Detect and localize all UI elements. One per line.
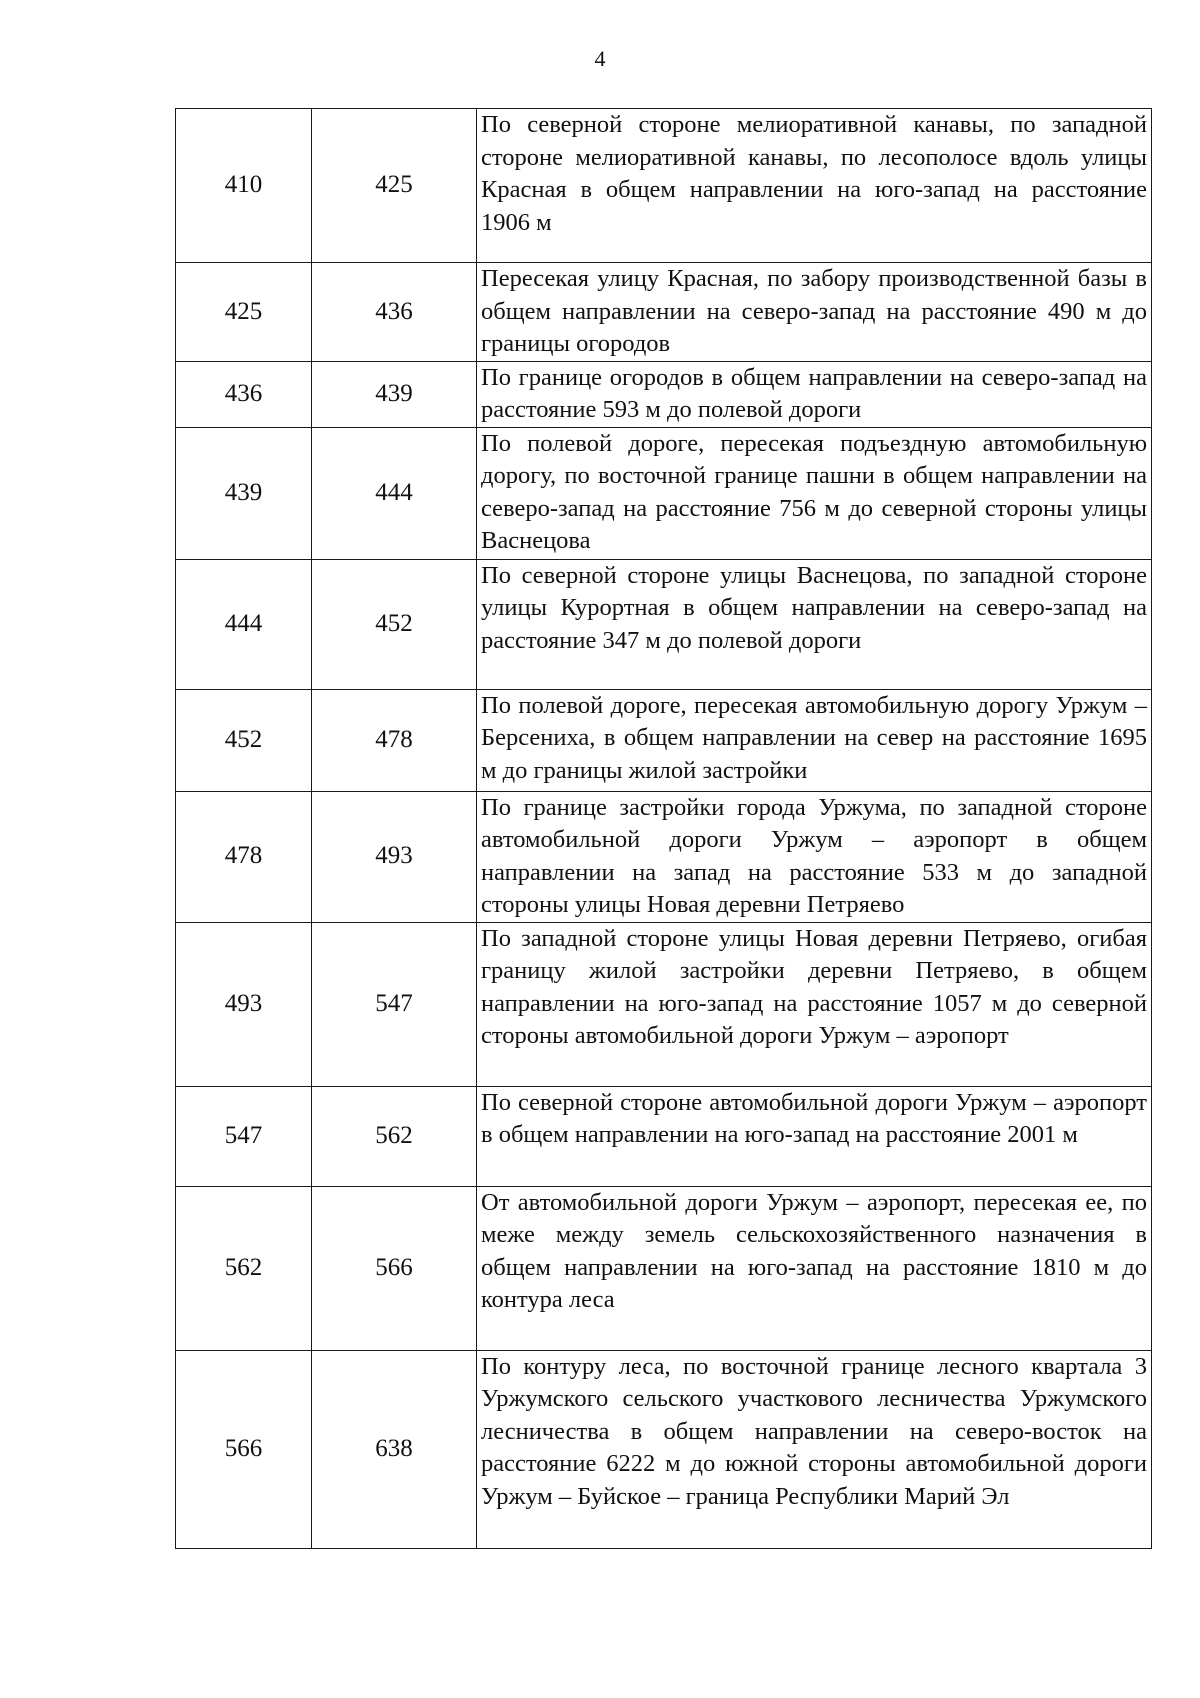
from-point-cell: 410 [176, 109, 312, 263]
description-cell: От автомобильной дороги Уржум – аэропорт, пересекая ее, по меже между земель сельскохозяйственного назначения в общем направлении на юго-запад на расстояние 1810 м до контура леса [477, 1186, 1152, 1350]
description-cell: По северной стороне автомобильной дороги Уржум – аэропорт в общем направлении на юго-запад на расстояние 2001 м [477, 1086, 1152, 1186]
table-row [176, 559, 1152, 689]
from-point-cell: 425 [176, 263, 312, 362]
table-row [176, 1186, 1152, 1350]
description-cell: По полевой дороге, пересекая автомобильную дорогу Уржум – Берсениха, в общем направлении на север на расстояние 1695 м до границы жилой застройки [477, 689, 1152, 791]
from-point-cell: 478 [176, 791, 312, 922]
table-row [176, 361, 1152, 427]
table-row [176, 1350, 1152, 1548]
from-point-cell: 452 [176, 689, 312, 791]
from-point-cell: 547 [176, 1086, 312, 1186]
description-cell: По полевой дороге, пересекая подъездную автомобильную дорогу, по восточной границе пашни в общем направлении на северо-запад на расстояние 756 м до северной стороны улицы Васнецова [477, 427, 1152, 559]
table-row [176, 922, 1152, 1086]
page-number: 4 [594, 46, 606, 71]
to-point-cell: 452 [312, 559, 477, 689]
to-point-cell: 478 [312, 689, 477, 791]
to-point-cell: 566 [312, 1186, 477, 1350]
to-point-cell: 425 [312, 109, 477, 263]
description-cell: По границе огородов в общем направлении на северо-запад на расстояние 593 м до полевой дороги [477, 361, 1152, 427]
table-row [176, 689, 1152, 791]
from-point-cell: 566 [176, 1350, 312, 1548]
table-row [176, 427, 1152, 559]
to-point-cell: 444 [312, 427, 477, 559]
description-cell: По западной стороне улицы Новая деревни Петряево, огибая границу жилой застройки деревни Петряево, в общем направлении на юго-запад на расстояние 1057 м до северной стороны автомобильной дороги Уржум – аэропорт [477, 922, 1152, 1086]
to-point-cell: 638 [312, 1350, 477, 1548]
description-cell: По северной стороне мелиоративной канавы, по западной стороне мелиоративной канавы, по лесополосе вдоль улицы Красная в общем направлении на юго-запад на расстояние 1906 м [477, 109, 1152, 263]
from-point-cell: 444 [176, 559, 312, 689]
from-point-cell: 493 [176, 922, 312, 1086]
description-cell: По границе застройки города Уржума, по западной стороне автомобильной дороги Уржум – аэропорт в общем направлении на запад на расстояние 533 м до западной стороны улицы Новая деревни Петряево [477, 791, 1152, 922]
from-point-cell: 436 [176, 361, 312, 427]
to-point-cell: 439 [312, 361, 477, 427]
description-cell: По северной стороне улицы Васнецова, по западной стороне улицы Курортная в общем направлении на северо-запад на расстояние 347 м до полевой дороги [477, 559, 1152, 689]
description-cell: По контуру леса, по восточной границе лесного квартала 3 Уржумского сельского участкового лесничества Уржумского лесничества в общем направлении на северо-восток на расстояние 6222 м до южной стороны автомобильной дороги Уржум – Буйское – граница Республики Марий Эл [477, 1350, 1152, 1548]
to-point-cell: 436 [312, 263, 477, 362]
table-row [176, 1086, 1152, 1186]
description-cell: Пересекая улицу Красная, по забору производственной базы в общем направлении на северо-запад на расстояние 490 м до границы огородов [477, 263, 1152, 362]
table-row [176, 791, 1152, 922]
from-point-cell: 439 [176, 427, 312, 559]
table-row [176, 109, 1152, 263]
boundary-description-table [175, 108, 1152, 1549]
from-point-cell: 562 [176, 1186, 312, 1350]
to-point-cell: 493 [312, 791, 477, 922]
to-point-cell: 562 [312, 1086, 477, 1186]
to-point-cell: 547 [312, 922, 477, 1086]
table-row [176, 263, 1152, 362]
